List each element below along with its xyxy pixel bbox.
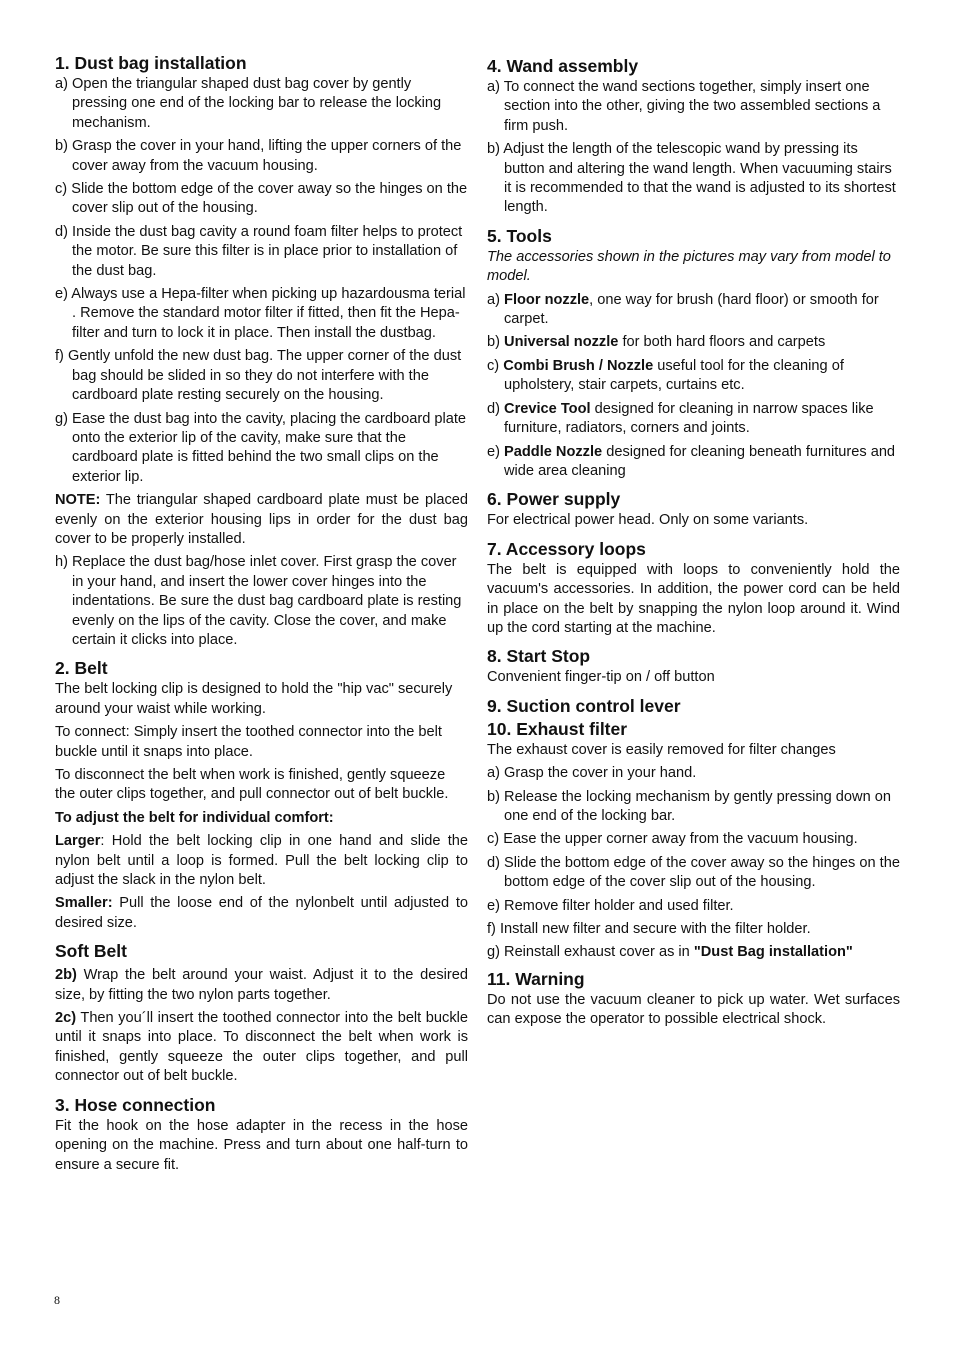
step-10g-text: g) Reinstall exhaust cover as in [487,944,694,961]
tool-e-name: Paddle Nozzle [504,443,603,460]
step-10b: b) Release the locking mechanism by gently pressing down on one end of the locking bar. [487,788,891,824]
tool-a-name: Floor nozzle [504,291,590,308]
smaller-label: Smaller: [55,895,113,912]
start-stop-paragraph: Convenient finger-tip on / off button [487,669,715,686]
section-title-tools: 5. Tools [487,225,552,246]
section-title-start-stop: 8. Start Stop [487,646,591,667]
note-text: The triangular shaped cardboard plate must be placed evenly on the exterior housing lips in order for the dust bag cover to be properly installed. [55,492,468,547]
left-column [55,50,468,1175]
step-1a: a) Open the triangular shaped dust bag cover by gently pressing one end of the locking bar to release the locking mechanism. [55,76,442,131]
section-title-wand: 4. Wand assembly [487,56,639,76]
tool-b-prefix: b) [487,334,505,351]
section-title-hose: 3. Hose connection [55,1094,216,1115]
soft-belt-2c [55,1009,468,1087]
step-10e: e) Remove filter holder and used filter. [487,897,734,914]
tool-d-prefix: d) [487,400,505,417]
soft-belt-2b [55,966,468,1005]
tool-d-text: designed for cleaning in narrow spaces like furniture, radiators, corners and joints. [504,400,874,437]
smaller-text: Pull the loose end of the nylonbelt until adjusted to desired size. [55,895,468,931]
note-paragraph [55,491,468,549]
section-title-belt: 2. Belt [55,658,108,679]
tools-intro [487,248,900,287]
tool-e-prefix: e) [487,443,505,460]
hose-paragraph: Fit the hook on the hose adapter in the recess in the hose opening on the machine. Press and turn about one half-turn to ensure a secure fit. [55,1117,468,1173]
step-1g: g) Ease the dust bag into the cavity, placing the cardboard plate onto the exterior lip of the cavity, make sure that the cardboard plate is fitted behind the two small clips on the exterior lip. [55,410,467,485]
section-title-warning: 11. Warning [487,968,585,989]
soft-belt-2c-label: 2c) [55,1010,77,1027]
belt-paragraph-3: To disconnect the belt when work is finished, gently squeeze the outer clips together, and pull connector out of belt buckle. [55,767,449,803]
step-10a: a) Grasp the cover in your hand. [487,765,697,782]
larger-label: Larger [55,833,101,850]
power-paragraph: For electrical power head. Only on some variants. [487,512,809,529]
belt-larger-paragraph [55,832,468,890]
step-4a: a) To connect the wand sections together, simply insert one section into the other, giving the two assembled sections a firm push. [487,79,881,134]
tool-c-text: useful tool for the cleaning of upholstery, stair carpets, curtains etc. [504,357,844,394]
exhaust-intro: The exhaust cover is easily removed for filter changes [487,741,836,758]
right-column [487,50,900,1030]
step-10g [487,943,900,962]
tool-a-text: , one way for brush (hard floor) or smooth for carpet. [504,291,879,328]
step-10f: f) Install new filter and secure with the filter holder. [487,921,811,937]
warning-paragraph: Do not use the vacuum cleaner to pick up water. Wet surfaces can expose the operator to possible electrical shock. [487,991,900,1028]
belt-paragraph-1: The belt locking clip is designed to hold the "hip vac" securely around your waist while working. [55,681,453,717]
belt-adjust-heading-text: To adjust the belt for individual comfort: [55,809,334,826]
step-1h: h) Replace the dust bag/hose inlet cover. First grasp the cover in your hand, and insert the lower cover hinges into the indentations. Be sure the dust bag cardboard plate is resting evenly on the lips of the cavity. Close the cover, and make certain it clicks into place. [55,554,462,648]
note-label: NOTE: [55,492,101,509]
belt-smaller-paragraph [55,894,468,933]
step-10g-reference: "Dust Bag installation" [693,944,853,961]
step-1e: e) Always use a Hepa-filter when picking up hazardousma terial . Remove the standard motor filter if fitted, then fit the Hepa-filter and turn to lock it in place. Then install the dustbag. [55,286,466,341]
page-number: 8 [54,1293,60,1307]
tool-d [487,400,900,439]
step-1b: b) Grasp the cover in your hand, lifting the upper corners of the cover away from the vacuum housing. [55,138,462,174]
tool-d-name: Crevice Tool [504,400,591,417]
accessory-loops-paragraph: The belt is equipped with loops to conveniently hold the vacuum's accessories. In addition, the power cord can be held in place on the belt by snapping the nylon loop around it. Wind up the cord starting at the machine. [487,561,900,636]
step-1d: d) Inside the dust bag cavity a round foam filter helps to protect the motor. Be sure this filter is in place prior to installation of the dust bag. [55,223,463,279]
tool-e-text: designed for cleaning beneath furnitures and wide area cleaning [504,443,896,479]
tool-c [487,357,900,396]
section-title-dust-bag: 1. Dust bag installation [55,53,247,73]
tool-c-prefix: c) [487,357,504,374]
section-title-power: 6. Power supply [487,489,621,510]
step-4b: b) Adjust the length of the telescopic wand by pressing its button and altering the wand length. When vacuuming stairs it is recommended to that the wand is adjusted to its shortest length. [487,141,896,216]
tool-b-name: Universal nozzle [504,334,619,351]
soft-belt-2c-text: Then you´ll insert the toothed connector into the belt buckle until it snaps into place. To disconnect the belt when work is finished, gently squeeze the outer clips together, and pull connector out of belt buckle. [55,1010,468,1085]
tool-b-text: for both hard floors and carpets [618,334,826,351]
step-1c: c) Slide the bottom edge of the cover away so the hinges on the cover slip out of the housing. [55,181,468,217]
tool-b [487,333,900,352]
tool-a [487,291,900,330]
step-10d: d) Slide the bottom edge of the cover away so the hinges on the bottom edge of the cover slip out of the housing. [487,854,900,891]
soft-belt-2b-label: 2b) [55,967,77,984]
belt-paragraph-2: To connect: Simply insert the toothed connector into the belt buckle until it snaps into place. [55,724,442,760]
section-title-accessory-loops: 7. Accessory loops [487,538,646,559]
section-title-soft-belt: Soft Belt [55,941,127,962]
tool-e [487,443,900,482]
section-title-exhaust-filter: 10. Exhaust filter [487,718,628,739]
step-1f: f) Gently unfold the new dust bag. The upper corner of the dust bag should be slided in so they do not interfere with the cardboard plate resting securely on the housing. [55,348,462,404]
belt-adjust-heading [55,809,468,828]
step-10c: c) Ease the upper corner away from the vacuum housing. [487,831,858,848]
tool-c-name: Combi Brush / Nozzle [503,357,654,374]
tools-intro-text: The accessories shown in the pictures may vary from model to model. [487,248,891,285]
soft-belt-2b-text: Wrap the belt around your waist. Adjust it to the desired size, by fitting the two nylon parts together. [55,967,468,1003]
tool-a-prefix: a) [487,291,505,308]
section-title-suction-lever: 9. Suction control lever [487,695,681,716]
larger-text: : Hold the belt locking clip in one hand and slide the nylon belt until a loop is formed. Pull the belt locking clip to adjust the slack in the nylon belt. [55,833,468,889]
